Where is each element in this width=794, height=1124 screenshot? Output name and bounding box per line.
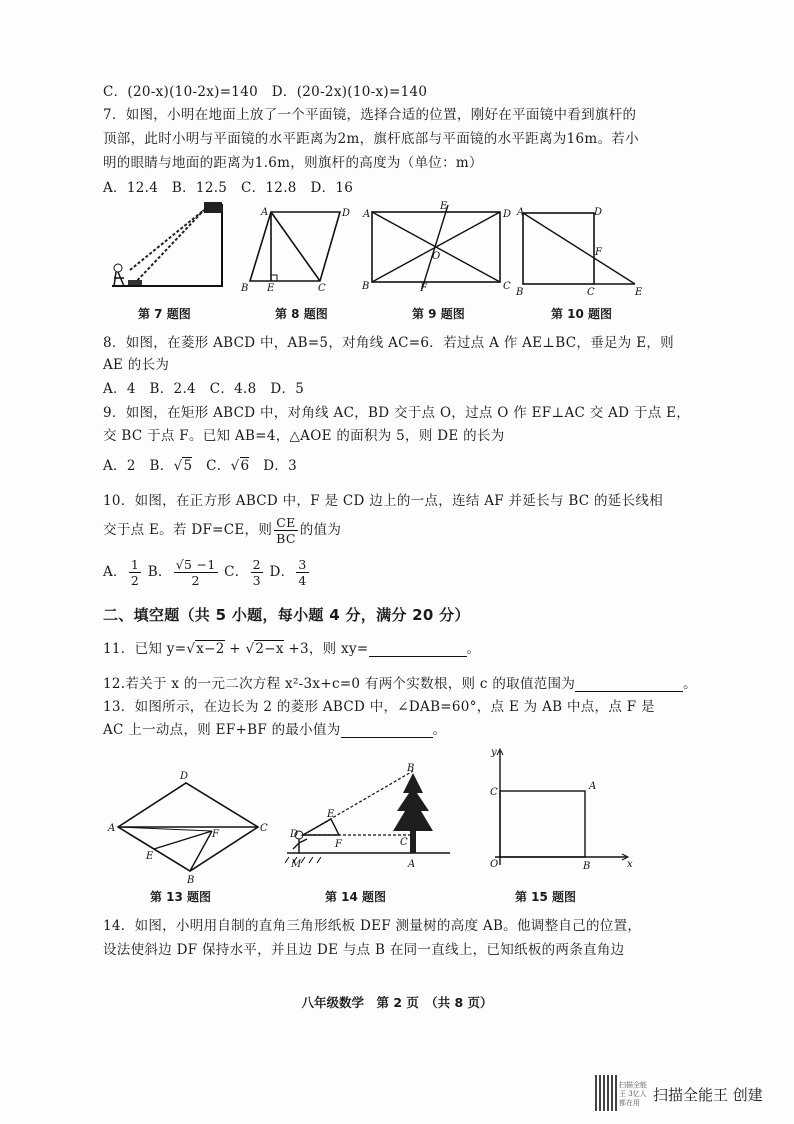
f9-label-D: D (503, 209, 512, 220)
q11-radicand-1: x−2 (196, 641, 225, 657)
f10-label-F: F (595, 247, 602, 258)
f10-label-E: E (635, 287, 643, 298)
caption-fig9: 第 9 题图 (412, 307, 465, 321)
f13-label-C: C (260, 823, 268, 834)
f14-label-C: C (400, 837, 408, 848)
f14-label-A: A (408, 859, 416, 870)
f8-label-C: C (318, 283, 326, 294)
q9-options: A．2 B．√5 C．√6 D．3 (103, 458, 298, 474)
f9-label-B: B (362, 281, 370, 292)
f9-label-C: C (503, 281, 511, 292)
q12-end: 。 (683, 676, 697, 692)
f13-label-D: D (180, 771, 189, 782)
q13-answer-blank[interactable] (341, 723, 433, 738)
figure-10 (515, 203, 645, 298)
q14-line-2: 设法使斜边 DF 保持水平，并且边 DE 与点 B 在同一直线上，已知纸板的两条直角边 (103, 942, 625, 958)
f15-label-C: C (490, 787, 498, 798)
f10-label-C: C (587, 287, 595, 298)
f13-label-B: B (187, 875, 195, 886)
watermark-text: 扫描全能王 创建 (653, 1086, 763, 1104)
f14-label-E: E (327, 809, 335, 820)
f10-label-B: B (516, 287, 524, 298)
q10-opt-c-frac: $\frac{2}{3}$ (252, 557, 261, 588)
q9-opt-c: C． (192, 458, 231, 474)
caption-fig10: 第 10 题图 (551, 307, 613, 321)
caption-fig8: 第 8 题图 (275, 307, 328, 321)
q12-text: 12.若关于 x 的一元二次方程 x²-3x+c=0 有两个实数根，则 c 的取值范围为 (103, 676, 576, 692)
q9-line-1: 9．如图，在矩形 ABCD 中，对角线 AC，BD 交于点 O，过点 O 作 EF⊥AC 交 AD 于点 E， (103, 405, 691, 421)
f15-label-x: x (627, 859, 633, 870)
q8-options: A．4 B．2.4 C．4.8 D．5 (103, 381, 305, 397)
f15-label-A: A (589, 781, 597, 792)
caption-fig14: 第 14 题图 (325, 890, 387, 904)
q6-options (103, 80, 427, 100)
watermark-small-text: 扫描全能王 3亿人都在用 (619, 1081, 647, 1107)
q10-line-1: 10．如图，在正方形 ABCD 中，F 是 CD 边上的一点，连结 AF 并延长与 BC 的延长线相 (103, 493, 664, 509)
f8-label-A: A (261, 207, 269, 218)
figure-15 (487, 745, 637, 875)
q6-option-d: D．(20-2x)(10-x)=140 (271, 84, 428, 100)
q11: 11．已知 y=√x−2 + √2−x +3，则 xy= 。 (103, 641, 481, 657)
q11-end: 。 (466, 641, 481, 657)
q10-opt-a: A． (103, 564, 127, 580)
section-2-title: 二、填空题（共 5 小题，每小题 4 分，满分 20 分） (103, 606, 470, 624)
q10-line-2 (103, 515, 341, 546)
f14-label-D: D (290, 829, 299, 840)
q7-line-1: 7．如图，小明在地面上放了一个平面镜，选择合适的位置，刚好在平面镜中看到旗杆的 (103, 107, 637, 123)
f13-label-F: F (212, 829, 219, 840)
f13-label-A: A (108, 823, 116, 834)
q10-opt-b-frac: $\frac{√5 -1}{2}$ (175, 557, 216, 588)
f9-label-O: O (432, 251, 441, 262)
q13-line-1: 13．如图所示，在边长为 2 的菱形 ABCD 中，∠DAB=60°，点 E 为 AB 中点，点 F 是 (103, 699, 655, 715)
f9-label-A: A (363, 209, 371, 220)
f9-label-F: F (420, 283, 427, 294)
q7-line-2: 顶部，此时小明与平面镜的水平距离为2m，旗杆底部与平面镜的水平距离为16m。若小 (103, 131, 639, 147)
q9-opt-c-radicand: 6 (240, 458, 250, 474)
f15-label-O: O (490, 859, 499, 870)
f8-label-B: B (241, 283, 249, 294)
caption-fig15: 第 15 题图 (515, 890, 577, 904)
q10-fraction: $\frac{CE}{BC}$ (276, 515, 296, 546)
f9-label-E: E (440, 201, 448, 212)
q10-line-2-end: 的值为 (299, 522, 342, 538)
q10-line-2-text: 交于点 E。若 DF=CE，则 (103, 522, 273, 538)
q11-pre: 11．已知 y= (103, 641, 187, 657)
q6-option-c: C．(20-x)(10-2x)=140 (103, 84, 258, 100)
q13-end: 。 (432, 722, 447, 738)
q11-radicand-2: 2−x (255, 641, 284, 657)
q10-opt-d: D． (269, 564, 295, 580)
q10-opt-d-frac: $\frac{3}{4}$ (298, 557, 307, 588)
figure-9 (360, 203, 510, 293)
q11-plus: + (224, 641, 246, 657)
f10-label-D: D (594, 207, 603, 218)
page-footer: 八年级数学 第 2 页 （共 8 页） (301, 995, 493, 1010)
figure-7 (110, 200, 225, 295)
q13-line-2 (103, 718, 446, 738)
q10-opt-b: B． (147, 564, 172, 580)
qr-code-icon (595, 1075, 617, 1111)
f8-label-E: E (267, 283, 275, 294)
q9-opt-ab: A．2 B． (103, 458, 174, 474)
f15-label-y: y (491, 747, 497, 758)
q7-line-3: 明的眼睛与地面的距离为1.6m，则旗杆的高度为（单位：m） (103, 155, 483, 171)
f15-label-B: B (583, 861, 591, 872)
q10-opt-a-frac: $\frac{1}{2}$ (130, 557, 140, 588)
f14-label-M: M (291, 859, 302, 870)
f14-label-B: B (407, 763, 415, 774)
q7-options: A．12.4 B．12.5 C．12.8 D．16 (103, 180, 354, 196)
caption-fig7: 第 7 题图 (138, 307, 191, 321)
q10-options (103, 557, 311, 588)
q10-opt-c: C． (224, 564, 249, 580)
scanner-watermark (595, 1075, 785, 1113)
f13-label-E: E (146, 851, 154, 862)
q13-line-2-text: AC 上一动点，则 EF+BF 的最小值为 (103, 722, 341, 738)
q9-opt-b-radicand: 5 (183, 458, 193, 474)
f8-label-D: D (342, 208, 351, 219)
q8-line-1: 8．如图，在菱形 ABCD 中，AB=5，对角线 AC=6．若过点 A 作 AE⊥BC，垂足为 E，则 (103, 335, 674, 351)
q11-post: +3，则 xy= (283, 641, 369, 657)
q8-line-2: AE 的长为 (103, 357, 170, 373)
f14-label-F: F (335, 839, 342, 850)
q12-answer-blank[interactable] (575, 677, 683, 692)
figure-8 (241, 205, 351, 294)
figure-14 (285, 763, 455, 878)
caption-fig13: 第 13 题图 (150, 890, 212, 904)
q9-opt-d: D．3 (249, 458, 298, 474)
q14-line-1: 14．如图，小明用自制的直角三角形纸板 DEF 测量树的高度 AB。他调整自己的位置， (103, 918, 642, 934)
f10-label-A: A (517, 207, 525, 218)
figure-13 (108, 765, 273, 886)
q11-answer-blank[interactable] (369, 642, 467, 657)
q9-line-2: 交 BC 于点 F。已知 AB=4，△AOE 的面积为 5，则 DE 的长为 (103, 428, 505, 444)
q12 (103, 672, 697, 692)
